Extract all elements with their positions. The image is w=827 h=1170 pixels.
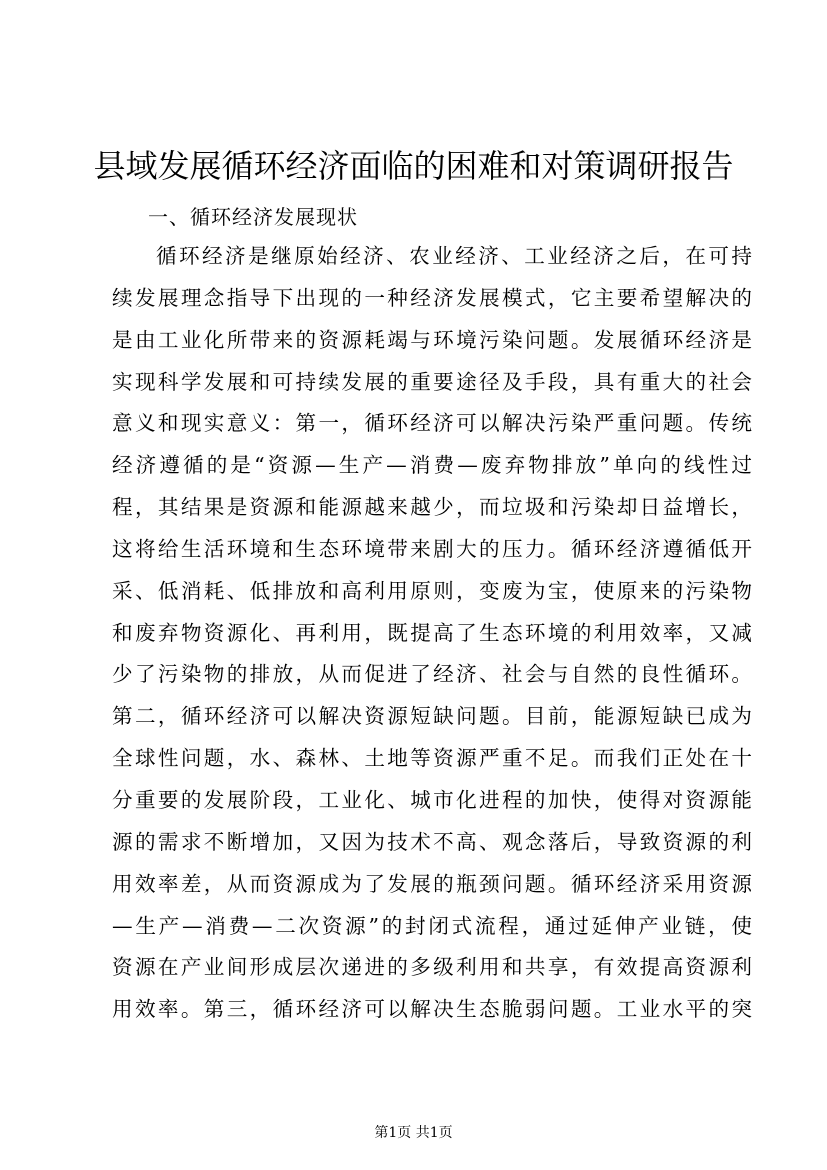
body-line: 程，其结果是资源和能源越来越少，而垃圾和污染却日益增长， bbox=[112, 495, 752, 520]
body-line: 用效率。第三，循环经济可以解决生态脆弱问题。工业水平的突 bbox=[112, 997, 752, 1022]
body-line: 是由工业化所带来的资源耗竭与环境污染问题。发展循环经济是 bbox=[112, 327, 752, 352]
body-line: 用效率差，从而资源成为了发展的瓶颈问题。循环经济采用资源 bbox=[112, 871, 752, 896]
body-line: 第二，循环经济可以解决资源短缺问题。目前，能源短缺已成为 bbox=[112, 704, 752, 729]
body-line: 和废弃物资源化、再利用，既提高了生态环境的利用效率，又减 bbox=[112, 620, 752, 645]
body-line: 续发展理念指导下出现的一种经济发展模式，它主要希望解决的 bbox=[112, 285, 752, 310]
body-line: 资源在产业间形成层次递进的多级利用和共享，有效提高资源利 bbox=[112, 955, 752, 980]
body-line: —生产—消费—二次资源”的封闭式流程，通过延伸产业链，使 bbox=[112, 913, 752, 938]
body-line: 经济遵循的是“资源—生产—消费—废弃物排放”单向的线性过 bbox=[112, 453, 752, 478]
body-line: 少了污染物的排放，从而促进了经济、社会与自然的良性循环。 bbox=[112, 662, 752, 687]
body-line: 源的需求不断增加，又因为技术不高、观念落后，导致资源的利 bbox=[112, 829, 752, 854]
page-footer: 第1页 共1页 bbox=[374, 1125, 453, 1141]
body-line: 循环经济是继原始经济、农业经济、工业经济之后，在可持 bbox=[156, 244, 752, 268]
document-title: 县域发展循环经济面临的困难和对策调研报告 bbox=[93, 147, 734, 185]
body-line: 实现科学发展和可持续发展的重要途径及手段，具有重大的社会 bbox=[112, 369, 752, 394]
section-heading: 一、循环经济发展现状 bbox=[148, 205, 358, 229]
body-line: 意义和现实意义：第一，循环经济可以解决污染严重问题。传统 bbox=[112, 411, 752, 436]
body-text bbox=[112, 236, 752, 1031]
body-line: 采、低消耗、低排放和高利用原则，变废为宝，使原来的污染物 bbox=[112, 578, 752, 603]
body-line: 这将给生活环境和生态环境带来剧大的压力。循环经济遵循低开 bbox=[112, 536, 752, 561]
body-line: 全球性问题，水、森林、土地等资源严重不足。而我们正处在十 bbox=[112, 746, 752, 771]
body-line: 分重要的发展阶段，工业化、城市化进程的加快，使得对资源能 bbox=[112, 787, 752, 812]
